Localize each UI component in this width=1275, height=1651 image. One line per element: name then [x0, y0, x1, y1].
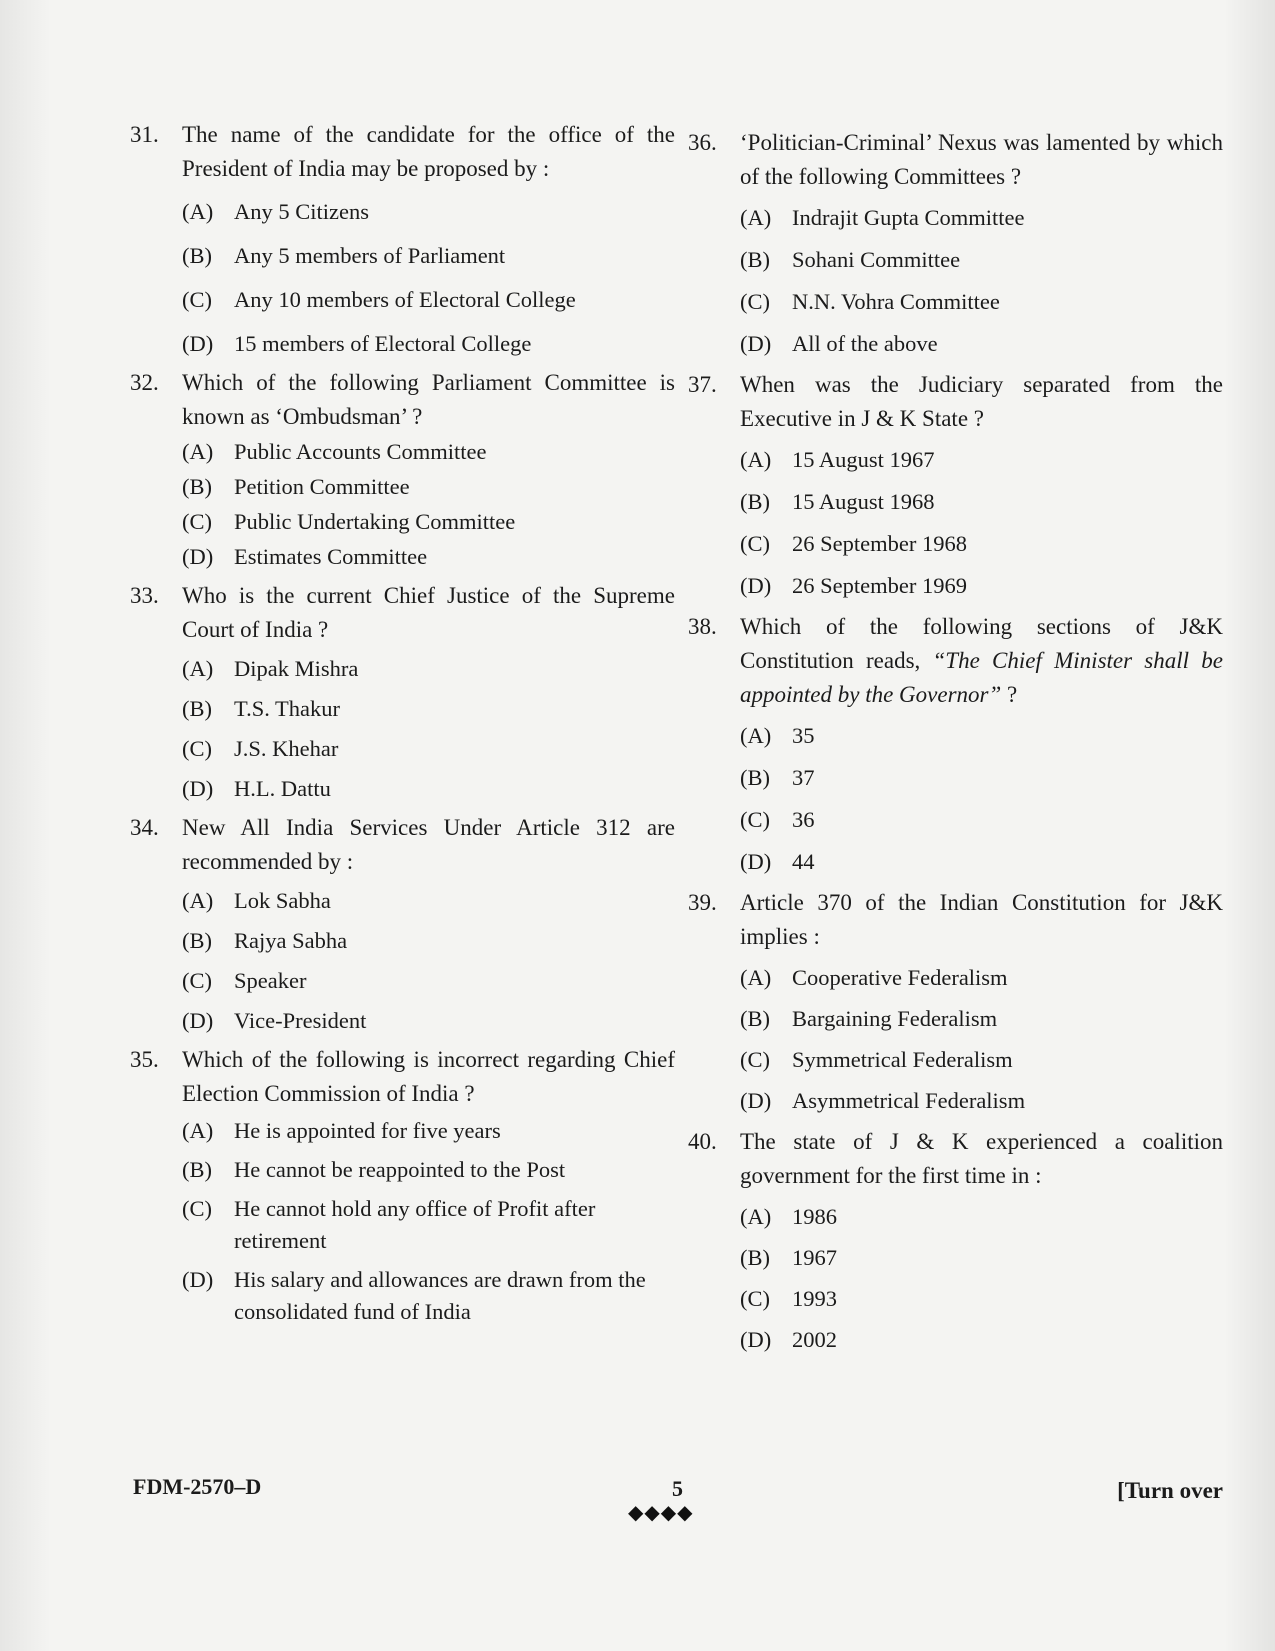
option-text: He is appointed for five years	[234, 1118, 501, 1143]
option-text: Bargaining Federalism	[792, 1006, 998, 1031]
option-text: 35	[792, 723, 815, 748]
option-text: Petition Committee	[234, 474, 410, 499]
option-text: 15 August 1967	[792, 447, 935, 472]
question-38	[688, 610, 1223, 878]
option-text: 26 September 1968	[792, 531, 967, 556]
option-text: Indrajit Gupta Committee	[792, 205, 1025, 230]
question-number: 40.	[688, 1129, 717, 1154]
question-34	[130, 811, 675, 1037]
option-label: (D)	[182, 776, 214, 801]
option-label: (D)	[182, 1267, 214, 1292]
option-text: All of the above	[792, 331, 938, 356]
option-label: (C)	[740, 531, 770, 556]
option-text: His salary and allowances are drawn from the consolidated fund of India	[234, 1267, 646, 1324]
option-label: (B)	[182, 243, 212, 268]
question-text: New All India Services Under Article 312 are recommended by :	[182, 815, 675, 874]
option-text: Any 5 Citizens	[234, 199, 369, 224]
question-number: 38.	[688, 614, 717, 639]
option-label: (A)	[740, 447, 772, 472]
option-label: (D)	[182, 331, 214, 356]
option-label: (B)	[182, 1157, 212, 1182]
question-text: Which of the following sections of J&K Constitution reads, “The Chief Minister shall be appointed by the Governor” ?	[740, 614, 1223, 707]
option-label: (D)	[740, 1327, 772, 1352]
option-label: (A)	[182, 439, 214, 464]
question-text: Article 370 of the Indian Constitution for J&K implies :	[740, 890, 1223, 949]
page-number: 5	[672, 1476, 683, 1501]
question-text: When was the Judiciary separated from the Executive in J & K State ?	[740, 372, 1223, 431]
option-label: (B)	[182, 696, 212, 721]
option-text: Vice-President	[234, 1008, 367, 1033]
question-number: 39.	[688, 890, 717, 915]
question-number: 33.	[130, 583, 159, 608]
option-label: (B)	[182, 474, 212, 499]
option-label: (C)	[182, 509, 212, 534]
question-39	[688, 886, 1223, 1117]
option-label: (D)	[740, 573, 772, 598]
question-number: 34.	[130, 815, 159, 840]
option-text: 2002	[792, 1327, 837, 1352]
option-text: 15 August 1968	[792, 489, 935, 514]
option-label: (C)	[740, 807, 770, 832]
question-text: The state of J & K experienced a coalition government for the first time in :	[740, 1129, 1223, 1188]
option-label: (B)	[740, 1006, 770, 1031]
option-text: N.N. Vohra Committee	[792, 289, 1000, 314]
option-label: (A)	[740, 1204, 772, 1229]
question-text: Which of the following is incorrect regarding Chief Election Commission of India ?	[182, 1047, 675, 1106]
option-text: Sohani Committee	[792, 247, 961, 272]
option-text: 1993	[792, 1286, 837, 1311]
question-37	[688, 368, 1223, 602]
option-text: Any 5 members of Parliament	[234, 243, 506, 268]
option-label: (B)	[740, 765, 770, 790]
paper-code: FDM-2570–D	[133, 1474, 262, 1499]
option-text: Dipak Mishra	[234, 656, 359, 681]
option-text: 26 September 1969	[792, 573, 967, 598]
option-label: (B)	[740, 489, 770, 514]
question-36	[688, 126, 1223, 360]
option-text: Lok Sabha	[234, 888, 331, 913]
question-text: Which of the following Parliament Committee is known as ‘Ombudsman’ ?	[182, 370, 675, 429]
option-text: Any 10 members of Electoral College	[234, 287, 576, 312]
question-35	[130, 1043, 675, 1328]
option-label: (D)	[740, 331, 772, 356]
quoted-section-text: “The Chief Minister shall be appointed by the Governor”	[740, 648, 1223, 707]
question-number: 36.	[688, 130, 717, 155]
option-label: (C)	[182, 968, 212, 993]
question-number: 31.	[130, 122, 159, 147]
question-text: Who is the current Chief Justice of the Supreme Court of India ?	[182, 583, 675, 642]
option-label: (B)	[740, 1245, 770, 1270]
question-number: 32.	[130, 370, 159, 395]
option-label: (C)	[740, 1286, 770, 1311]
option-label: (C)	[182, 1196, 212, 1221]
question-33	[130, 579, 675, 805]
option-text: Speaker	[234, 968, 307, 993]
turn-over-label: [Turn over	[1117, 1478, 1223, 1503]
option-label: (A)	[740, 205, 772, 230]
option-text: Cooperative Federalism	[792, 965, 1008, 990]
option-label: (A)	[182, 1118, 214, 1143]
option-text: T.S. Thakur	[234, 696, 341, 721]
question-number: 35.	[130, 1047, 159, 1072]
option-label: (C)	[740, 1047, 770, 1072]
option-label: (D)	[182, 1008, 214, 1033]
diamond-ornament: ◆◆◆◆	[628, 1502, 694, 1524]
option-label: (A)	[182, 888, 214, 913]
question-text: The name of the candidate for the office of the President of India may be proposed by :	[182, 122, 675, 181]
option-label: (A)	[182, 656, 214, 681]
question-text: ‘Politician-Criminal’ Nexus was lamented by which of the following Committees ?	[740, 130, 1223, 189]
option-text: 1967	[792, 1245, 837, 1270]
option-label: (D)	[740, 1088, 772, 1113]
option-label: (B)	[182, 928, 212, 953]
option-label: (D)	[182, 544, 214, 569]
option-text: Public Undertaking Committee	[234, 509, 516, 534]
option-label: (A)	[740, 965, 772, 990]
option-text: J.S. Khehar	[234, 736, 339, 761]
option-text: He cannot be reappointed to the Post	[234, 1157, 566, 1182]
option-text: 36	[792, 807, 815, 832]
option-text: He cannot hold any office of Profit after retirement	[234, 1196, 596, 1253]
question-number: 37.	[688, 372, 717, 397]
option-label: (C)	[182, 287, 212, 312]
option-text: Public Accounts Committee	[234, 439, 487, 464]
option-label: (C)	[182, 736, 212, 761]
option-text: 44	[792, 849, 815, 874]
option-text: Rajya Sabha	[234, 928, 348, 953]
left-column	[130, 118, 675, 1328]
option-label: (A)	[182, 199, 214, 224]
option-text: 15 members of Electoral College	[234, 331, 532, 356]
question-32	[130, 366, 675, 573]
option-label: (A)	[740, 723, 772, 748]
option-label: (B)	[740, 247, 770, 272]
option-text: 37	[792, 765, 815, 790]
option-label: (C)	[740, 289, 770, 314]
question-31	[130, 118, 675, 360]
option-text: 1986	[792, 1204, 837, 1229]
option-text: Estimates Committee	[234, 544, 428, 569]
option-text: Symmetrical Federalism	[792, 1047, 1013, 1072]
right-column	[688, 126, 1223, 1356]
option-label: (D)	[740, 849, 772, 874]
option-text: H.L. Dattu	[234, 776, 331, 801]
question-40	[688, 1125, 1223, 1356]
option-text: Asymmetrical Federalism	[792, 1088, 1026, 1113]
